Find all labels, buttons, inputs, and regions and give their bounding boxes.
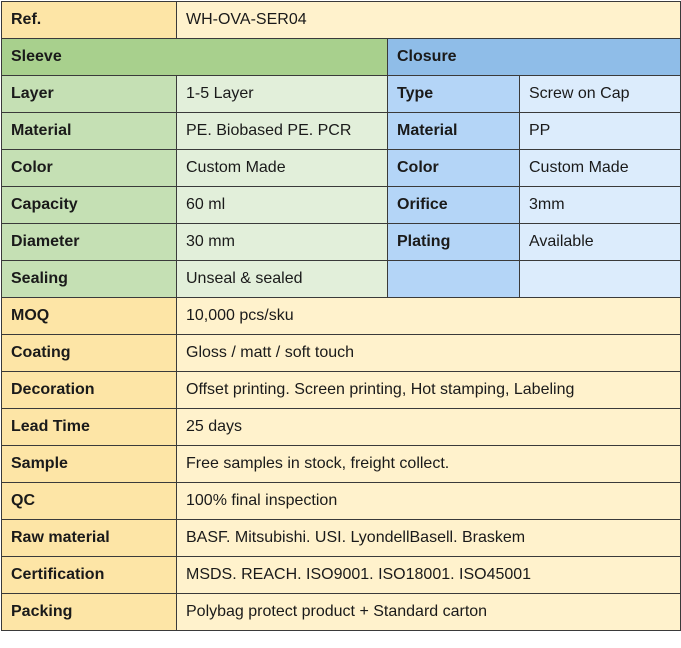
spec-value: 10,000 pcs/sku — [177, 298, 681, 335]
spec-label: Lead Time — [2, 409, 177, 446]
closure-value-empty — [520, 261, 681, 298]
spec-value: BASF. Mitsubishi. USI. LyondellBasell. Braskem — [177, 520, 681, 557]
ref-value: WH-OVA-SER04 — [177, 2, 681, 39]
table-row — [2, 594, 681, 631]
spec-label: Packing — [2, 594, 177, 631]
sleeve-value: 60 ml — [177, 187, 388, 224]
sleeve-label: Layer — [2, 76, 177, 113]
closure-value: Available — [520, 224, 681, 261]
spec-label: QC — [2, 483, 177, 520]
sleeve-label: Sealing — [2, 261, 177, 298]
table-row — [2, 557, 681, 594]
spec-label: Coating — [2, 335, 177, 372]
table-row — [2, 224, 681, 261]
closure-value: Screw on Cap — [520, 76, 681, 113]
table-row — [2, 261, 681, 298]
spec-label: MOQ — [2, 298, 177, 335]
sleeve-value: PE. Biobased PE. PCR — [177, 113, 388, 150]
sleeve-label: Capacity — [2, 187, 177, 224]
sleeve-label: Material — [2, 113, 177, 150]
spec-value: Free samples in stock, freight collect. — [177, 446, 681, 483]
sleeve-label: Color — [2, 150, 177, 187]
spec-label: Certification — [2, 557, 177, 594]
closure-value: Custom Made — [520, 150, 681, 187]
spec-value: Gloss / matt / soft touch — [177, 335, 681, 372]
closure-value: 3mm — [520, 187, 681, 224]
ref-label: Ref. — [2, 2, 177, 39]
spec-label: Decoration — [2, 372, 177, 409]
spec-label: Sample — [2, 446, 177, 483]
spec-label: Raw material — [2, 520, 177, 557]
spec-value: MSDS. REACH. ISO9001. ISO18001. ISO45001 — [177, 557, 681, 594]
spec-table — [1, 1, 681, 631]
spec-value: Offset printing. Screen printing, Hot stamping, Labeling — [177, 372, 681, 409]
sleeve-value: Unseal & sealed — [177, 261, 388, 298]
table-row — [2, 409, 681, 446]
sleeve-header: Sleeve — [2, 39, 388, 76]
spec-value: 25 days — [177, 409, 681, 446]
table-row — [2, 335, 681, 372]
table-row — [2, 446, 681, 483]
closure-header: Closure — [388, 39, 681, 76]
sleeve-label: Diameter — [2, 224, 177, 261]
closure-label-empty — [388, 261, 520, 298]
table-row — [2, 76, 681, 113]
sleeve-value: 1-5 Layer — [177, 76, 388, 113]
table-row — [2, 298, 681, 335]
sleeve-value: Custom Made — [177, 150, 388, 187]
closure-value: PP — [520, 113, 681, 150]
spec-value: 100% final inspection — [177, 483, 681, 520]
table-row — [2, 483, 681, 520]
table-row — [2, 520, 681, 557]
table-row — [2, 372, 681, 409]
closure-label: Plating — [388, 224, 520, 261]
sleeve-value: 30 mm — [177, 224, 388, 261]
table-row — [2, 150, 681, 187]
section-header-row — [2, 39, 681, 76]
ref-row — [2, 2, 681, 39]
table-row — [2, 187, 681, 224]
spec-value: Polybag protect product + Standard carton — [177, 594, 681, 631]
closure-label: Type — [388, 76, 520, 113]
closure-label: Color — [388, 150, 520, 187]
closure-label: Material — [388, 113, 520, 150]
closure-label: Orifice — [388, 187, 520, 224]
table-row — [2, 113, 681, 150]
